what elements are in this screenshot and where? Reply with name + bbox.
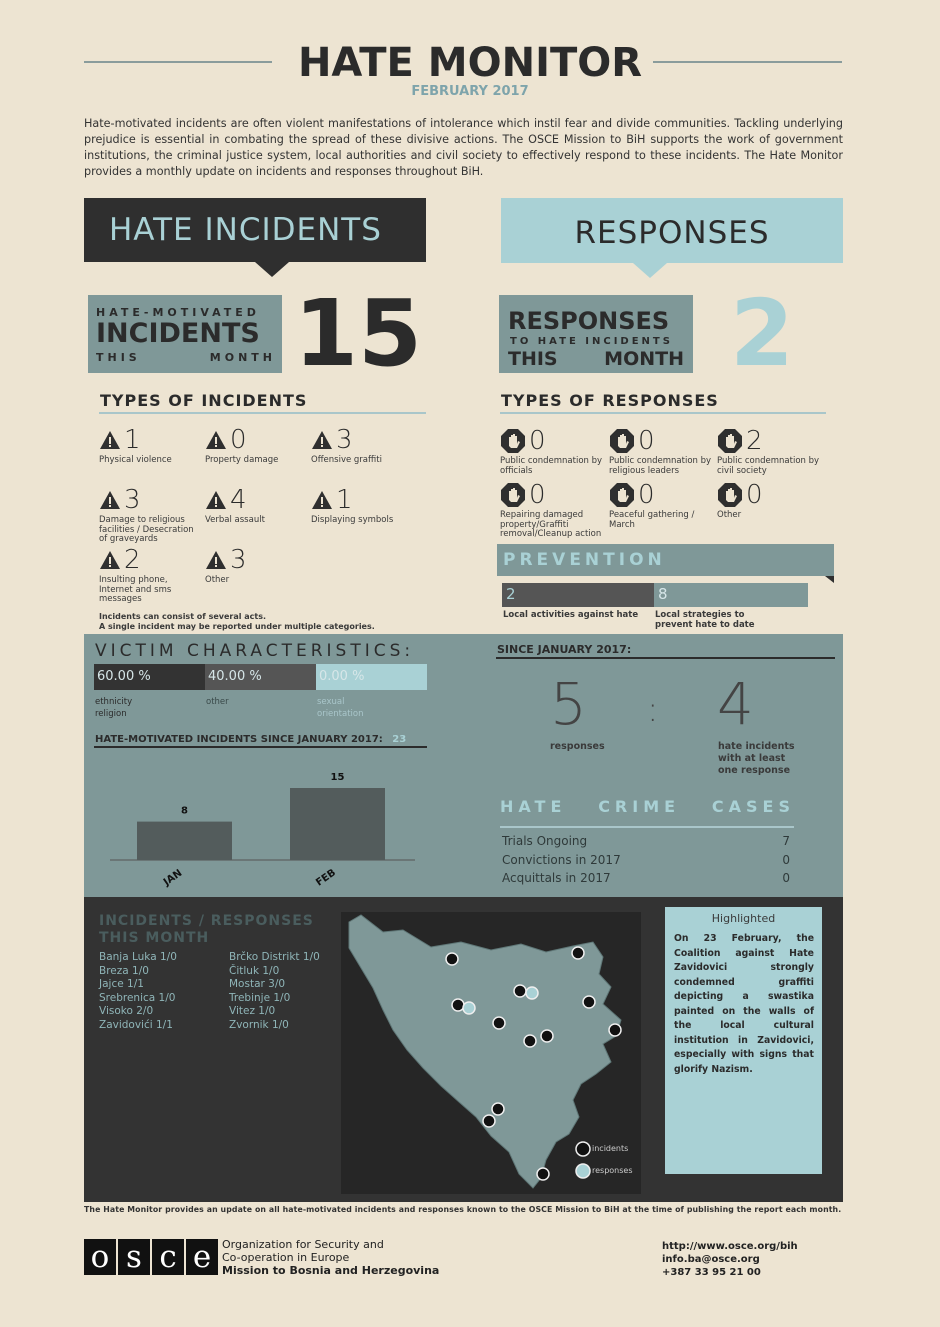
types-of-responses-rule <box>500 412 826 414</box>
responses-this-month-box <box>499 295 693 373</box>
municipalities-list-left <box>99 951 177 1032</box>
incidents-bar-chart <box>100 760 430 895</box>
responses-box-line1: RESPONSES <box>508 307 670 335</box>
convictions-label: Convictions in 2017 <box>502 853 621 867</box>
contact-email[interactable]: info.ba@osce.org <box>662 1254 760 1265</box>
types-of-incidents-rule <box>99 412 426 414</box>
incidents-box-line3 <box>96 351 276 364</box>
chart-bar-jan <box>137 822 232 860</box>
incident-type-count: 3 <box>230 545 247 575</box>
victim-segment-sexual-orientation: 0.00 % <box>316 664 427 690</box>
chart-category-label: FEB <box>314 867 338 889</box>
incident-type-item <box>99 546 199 605</box>
map-incident-marker <box>541 1030 553 1042</box>
response-type-label: Repairing damaged property/Graffiti removal/Cleanup action <box>500 510 602 539</box>
legend-responses-label: responses <box>592 1166 633 1175</box>
municipality-item: Trebinje 1/0 <box>229 991 291 1004</box>
incident-type-count: 1 <box>336 485 353 515</box>
responses-banner: RESPONSES <box>501 198 843 263</box>
incident-type-label: Damage to religious facilities / Desecration of graveyards <box>99 515 194 544</box>
chart-value-label: 15 <box>330 772 345 783</box>
trials-ongoing-value: 7 <box>782 834 790 848</box>
acquittals-value: 0 <box>782 871 790 885</box>
map-incident-marker <box>609 1024 621 1036</box>
since-january-incidents-label: hate incidents with at least one response <box>718 741 795 776</box>
warning-triangle-icon <box>205 550 227 570</box>
prevention-band <box>497 544 834 576</box>
incidents-count: 15 <box>294 280 423 387</box>
raised-hand-icon <box>717 482 743 508</box>
map-response-marker <box>526 987 538 999</box>
acquittals-label: Acquittals in 2017 <box>502 871 611 885</box>
local-activities-label: Local activities against hate <box>503 610 639 620</box>
since-january-responses: 5 <box>550 670 587 738</box>
response-type-label: Peaceful gathering / March <box>609 510 695 530</box>
footer-note: The Hate Monitor provides an update on all hate-motivated incidents and responses known to the OSCE Mission to BiH at the time of publishing the report each month. <box>84 1205 842 1214</box>
highlighted-body: On 23 February, the Coalition against Hate Zavidovici strongly condemned graffiti depicting a swastika painted on the walls of the local cultural institution in Zavidovici, especially with signs that glorify Nazism. <box>674 933 814 1075</box>
municipality-item: Visoko 2/0 <box>99 1005 154 1017</box>
incidents-chart-title-text: HATE-MOTIVATED INCIDENTS SINCE JANUARY 2017: <box>95 734 383 745</box>
legend-incidents-marker <box>576 1142 590 1156</box>
intro-text: Hate-motivated incidents are often violent manifestations of intolerance which instil fear and divide communities. Tackling underlying prejudice is essential in combating the spread of these divisive actions. The OSCE Mission to BiH supports the work of government institutions, the criminal justice system, local authorities and civil society to effectively respond to these incidents. The Hate Monitor provides a monthly update on incidents and responses throughout BiH. <box>84 117 843 178</box>
responses-banner-arrow <box>633 263 667 278</box>
municipalities-title-line2: THIS MONTH <box>99 930 210 946</box>
incident-type-label: Insulting phone, Internet and sms messages <box>99 575 172 604</box>
hate-crime-cases-title <box>500 797 795 816</box>
map-incident-marker <box>492 1103 504 1115</box>
since-january-title: SINCE JANUARY 2017: <box>497 643 632 656</box>
municipality-item: Jajce 1/1 <box>99 978 144 990</box>
municipality-item: Banja Luka 1/0 <box>99 951 177 963</box>
organization-line2: Co-operation in Europe <box>222 1251 350 1264</box>
incident-type-label: Physical violence <box>99 455 172 465</box>
incident-type-label: Verbal assault <box>205 515 265 525</box>
prevention-title: PREVENTION <box>503 550 666 570</box>
incident-type-item <box>205 486 305 526</box>
municipality-item: Brčko Distrikt 1/0 <box>229 951 320 963</box>
hate-incidents-banner-arrow <box>255 262 289 277</box>
response-type-label: Public condemnation by civil society <box>717 456 820 476</box>
legend-incidents-label: incidents <box>592 1144 629 1153</box>
page-title: HATE MONITOR <box>297 40 643 86</box>
response-type-count: 0 <box>638 480 655 510</box>
municipalities-list-right <box>229 951 320 1032</box>
response-type-item <box>717 427 821 476</box>
raised-hand-icon <box>717 428 743 454</box>
incident-type-item <box>205 546 305 586</box>
municipalities-title <box>99 913 314 947</box>
municipality-item: Srebrenica 1/0 <box>99 991 176 1004</box>
warning-triangle-icon <box>311 430 333 450</box>
hate-crime-cases-title-word2: CRIME <box>598 797 681 816</box>
incident-type-item <box>99 426 199 466</box>
incidents-chart-total: 23 <box>392 734 407 745</box>
municipalities-title-line1: INCIDENTS / RESPONSES <box>99 913 314 929</box>
responses-box-line2: TO HATE INCIDENTS <box>510 336 673 347</box>
map-incident-marker <box>583 996 595 1008</box>
organization-line1: Organization for Security and <box>222 1238 384 1251</box>
incident-type-count: 2 <box>124 545 141 575</box>
response-type-item <box>500 427 604 476</box>
osce-logo-letter-s: s <box>118 1239 150 1275</box>
since-january-incidents: 4 <box>717 670 754 738</box>
local-activities-bar: 2 <box>502 583 654 607</box>
incident-type-label: Other <box>205 575 230 585</box>
since-january-responses-label: responses <box>550 741 605 752</box>
incidents-note-line1: Incidents can consist of several acts. <box>99 612 267 621</box>
incident-type-item <box>99 486 199 545</box>
map-incident-marker <box>452 999 464 1011</box>
incidents-note <box>99 612 375 631</box>
hate-crime-row-acquittals <box>502 871 790 885</box>
local-strategies-label: Local strategies to prevent hate to date <box>655 610 755 630</box>
osce-logo-letter-e: e <box>186 1239 218 1275</box>
osce-logo <box>84 1239 220 1275</box>
incident-type-item <box>311 426 411 466</box>
hate-crime-row-convictions <box>502 853 790 867</box>
contact-info <box>662 1240 798 1279</box>
response-type-count: 0 <box>529 480 546 510</box>
municipality-item: Mostar 3/0 <box>229 978 286 990</box>
warning-triangle-icon <box>99 430 121 450</box>
chart-value-label: 8 <box>181 805 188 817</box>
response-type-item <box>717 481 821 521</box>
map-incident-marker <box>493 1017 505 1029</box>
incident-type-count: 1 <box>124 425 141 455</box>
incident-type-item <box>311 486 411 526</box>
map-incident-marker <box>483 1115 495 1127</box>
raised-hand-icon <box>500 482 526 508</box>
victim-characteristics-title: VICTIM CHARACTERISTICS: <box>95 641 415 661</box>
response-type-count: 0 <box>746 480 763 510</box>
incidents-note-line2: A single incident may be reported under multiple categories. <box>99 621 375 631</box>
responses-box-line3 <box>508 348 684 370</box>
osce-logo-letter-o: o <box>84 1239 116 1275</box>
hate-crime-cases-title-word1: HATE <box>500 797 567 816</box>
page-subtitle: FEBRUARY 2017 <box>411 84 529 99</box>
response-type-count: 0 <box>529 426 546 456</box>
responses-box-month: MONTH <box>604 348 684 370</box>
warning-triangle-icon <box>205 490 227 510</box>
hate-crime-row-trials <box>502 834 790 848</box>
municipality-item: Zavidovići 1/1 <box>99 1018 173 1031</box>
incident-type-count: 3 <box>336 425 353 455</box>
municipality-item: Čitluk 1/0 <box>229 964 280 977</box>
incident-type-count: 0 <box>230 425 247 455</box>
contact-phone: +387 33 95 21 00 <box>662 1267 761 1278</box>
municipality-item: Breza 1/0 <box>99 964 149 977</box>
legend-responses-marker <box>576 1164 590 1178</box>
warning-triangle-icon <box>99 550 121 570</box>
types-of-incidents-heading: TYPES OF INCIDENTS <box>100 391 308 410</box>
incident-type-label: Displaying symbols <box>311 515 394 525</box>
since-january-separator: : <box>647 690 659 730</box>
response-type-item <box>500 481 604 540</box>
victim-label-sexual-orientation: sexual orientation <box>317 697 364 719</box>
map-incident-marker <box>514 985 526 997</box>
incidents-chart-title <box>95 734 406 745</box>
responses-count: 2 <box>730 280 795 387</box>
prevention-band-fold <box>825 576 834 583</box>
incidents-box-this: THIS <box>96 351 141 364</box>
victim-label-ethnicity: ethnicity religion <box>95 697 133 719</box>
response-type-item <box>609 481 713 530</box>
response-type-label: Public condemnation by officials <box>500 456 603 476</box>
map-incident-marker <box>537 1168 549 1180</box>
warning-triangle-icon <box>205 430 227 450</box>
incident-type-label: Offensive graffiti <box>311 455 382 465</box>
map-response-marker <box>463 1002 475 1014</box>
since-january-rule <box>496 657 835 659</box>
incident-type-count: 3 <box>124 485 141 515</box>
incidents-this-month-box <box>88 295 282 373</box>
highlighted-title: Highlighted <box>711 912 776 925</box>
responses-box-this: THIS <box>508 348 558 370</box>
response-type-count: 0 <box>638 426 655 456</box>
victim-segment-other: 40.00 % <box>205 664 316 690</box>
response-type-count: 2 <box>746 426 763 456</box>
hate-crime-cases-title-word3: CASES <box>711 797 795 816</box>
organization-name <box>222 1238 439 1277</box>
highlighted-box <box>665 907 822 1174</box>
response-type-label: Public condemnation by religious leaders <box>609 456 712 476</box>
victim-segment-ethnicity: 60.00 % <box>94 664 205 690</box>
raised-hand-icon <box>500 428 526 454</box>
chart-category-label: JAN <box>161 867 185 889</box>
incidents-box-line2: INCIDENTS <box>96 318 260 349</box>
trials-ongoing-label: Trials Ongoing <box>502 834 588 848</box>
incident-type-count: 4 <box>230 485 247 515</box>
victim-label-other: other <box>206 697 229 707</box>
types-of-responses-heading: TYPES OF RESPONSES <box>501 391 719 410</box>
warning-triangle-icon <box>99 490 121 510</box>
map-incident-marker <box>446 953 458 965</box>
contact-url[interactable]: http://www.osce.org/bih <box>662 1241 798 1252</box>
chart-bar-feb <box>290 788 385 860</box>
response-type-item <box>609 427 713 476</box>
map-incident-marker <box>572 947 584 959</box>
municipality-item: Zvornik 1/0 <box>229 1018 289 1031</box>
incident-type-item <box>205 426 305 466</box>
warning-triangle-icon <box>311 490 333 510</box>
incidents-chart-title-rule <box>94 746 427 748</box>
response-type-label: Other <box>717 510 742 520</box>
incidents-box-month: MONTH <box>209 351 276 364</box>
hate-incidents-banner: HATE INCIDENTS <box>84 198 426 262</box>
incidents-box-line1: HATE-MOTIVATED <box>96 306 260 319</box>
osce-logo-letter-c: c <box>152 1239 184 1275</box>
raised-hand-icon <box>609 482 635 508</box>
hate-crime-cases-rule <box>500 826 794 828</box>
map-incident-marker <box>524 1035 536 1047</box>
municipality-item: Vitez 1/0 <box>229 1005 276 1017</box>
organization-line3: Mission to Bosnia and Herzegovina <box>222 1264 440 1277</box>
raised-hand-icon <box>609 428 635 454</box>
incident-type-label: Property damage <box>205 455 279 465</box>
local-strategies-bar: 8 <box>654 583 808 607</box>
convictions-value: 0 <box>782 853 790 867</box>
